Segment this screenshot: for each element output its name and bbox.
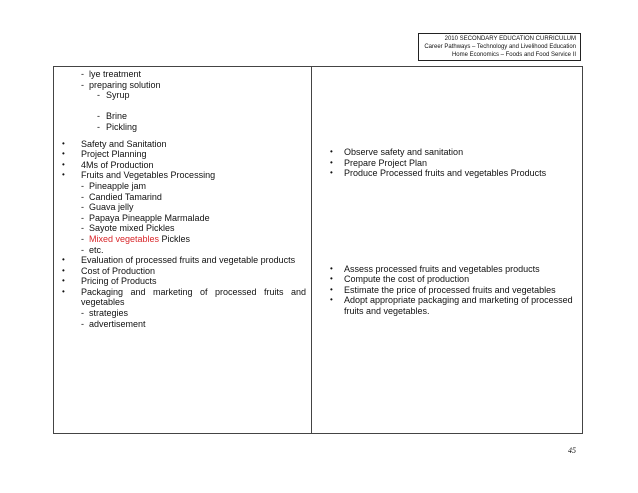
- list-item: - Papaya Pineapple Marmalade: [81, 212, 210, 223]
- list-item: - Brine: [97, 111, 128, 122]
- list-item: • Pricing of Products: [62, 276, 157, 287]
- list-item: - lye treatment: [81, 69, 142, 79]
- list-item: - preparing solution: [81, 79, 161, 90]
- list-item: • Assess processed fruits and vegetables products: [330, 263, 540, 274]
- list-item: • Produce Processed fruits and vegetables Products: [330, 168, 547, 179]
- list-item: - Candied Tamarind: [81, 191, 162, 202]
- list-item: - Pickling: [97, 121, 138, 132]
- list-item: - Mixed vegetables Pickles: [81, 233, 191, 244]
- list-item: • Observe safety and sanitation: [330, 147, 464, 157]
- competencies-column: [330, 147, 576, 317]
- content-column: [60, 69, 306, 329]
- list-item: • Evaluation of processed fruits and vegetable products: [62, 255, 296, 266]
- column-divider: [311, 66, 312, 434]
- list-item: • Fruits and Vegetables Processing: [62, 170, 216, 181]
- list-item: • Cost of Production: [62, 265, 156, 276]
- list-item: - Pineapple jam: [81, 180, 147, 191]
- list-item: • Project Planning: [62, 149, 147, 160]
- header-line-2: Career Pathways – Technology and Livelihood Education: [424, 44, 576, 50]
- list-item: - strategies: [81, 308, 129, 319]
- list-item: • Compute the cost of production: [330, 274, 470, 285]
- page-number: 45: [568, 446, 576, 455]
- list-item: • Adopt appropriate packaging and marketing of processed: [330, 295, 573, 306]
- list-item: - Sayote mixed Pickles: [81, 223, 175, 234]
- header-line-1: 2010 SECONDARY EDUCATION CURRICULUM: [444, 36, 576, 42]
- list-item: • Packaging and marketing of processed fruits and: [62, 286, 306, 297]
- list-item: - etc.: [81, 244, 104, 255]
- list-item: • Safety and Sanitation: [62, 138, 167, 149]
- highlighted-text: Mixed vegetables: [89, 233, 160, 244]
- list-item: • Estimate the price of processed fruits and vegetables: [330, 284, 556, 295]
- list-item: • Prepare Project Plan: [330, 157, 428, 168]
- list-item-continuation: fruits and vegetables.: [344, 305, 430, 316]
- curriculum-header: [418, 33, 581, 61]
- list-item: - Guava jelly: [81, 202, 134, 213]
- list-item: - advertisement: [81, 318, 146, 329]
- list-item-continuation: vegetables: [81, 297, 125, 308]
- list-item: - Syrup: [97, 90, 130, 101]
- header-line-3: Home Economics – Foods and Food Service II: [451, 52, 576, 58]
- list-item: • 4Ms of Production: [62, 159, 154, 170]
